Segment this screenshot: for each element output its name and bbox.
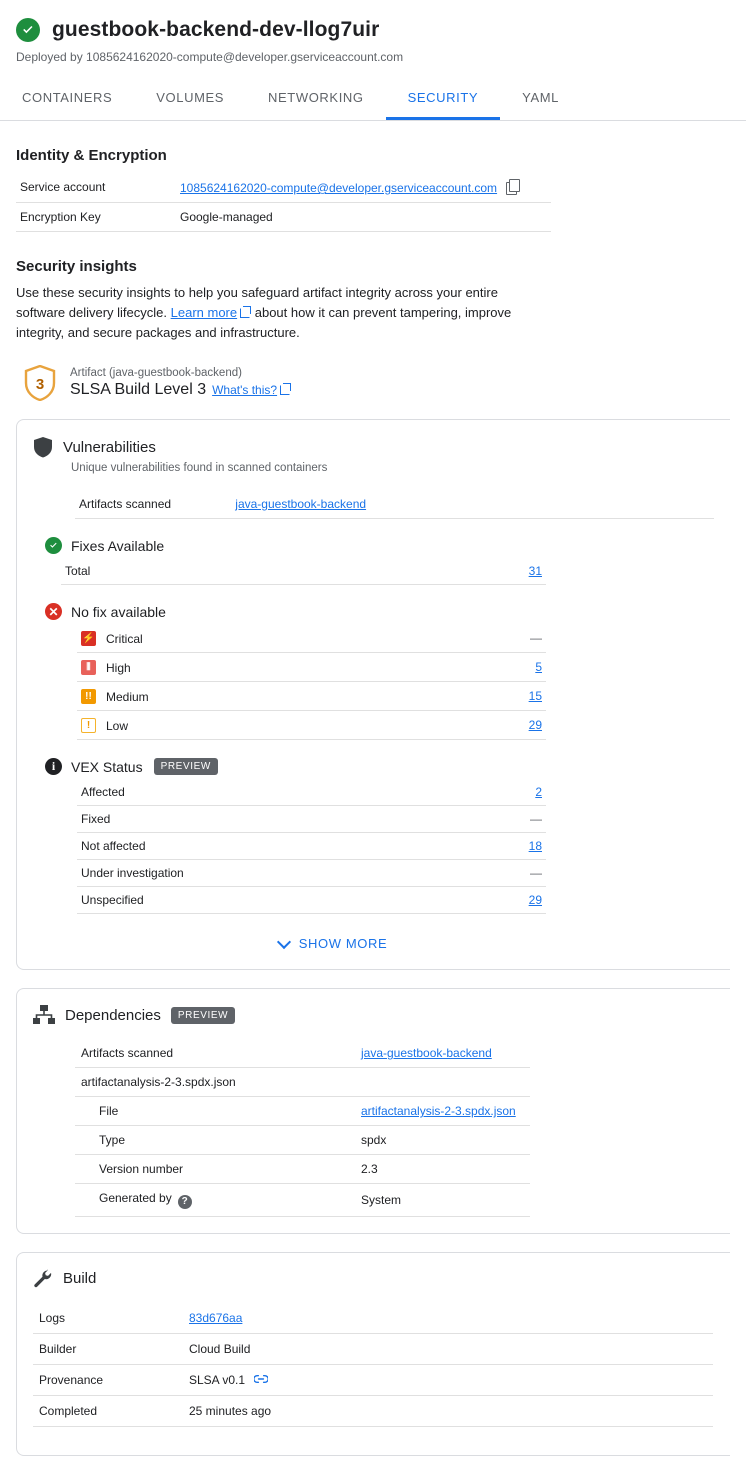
dep-file-link[interactable]: artifactanalysis-2-3.spdx.json [361,1104,516,1118]
help-icon[interactable]: ? [178,1195,192,1209]
vex-under-investigation-label: Under investigation [77,860,476,887]
vulnerabilities-card [16,419,730,970]
fixes-available-header [45,537,714,554]
vex-preview-badge: PREVIEW [154,758,218,775]
vex-status-label: VEX Status [71,758,143,775]
svg-text:3: 3 [35,376,45,393]
table-row [77,860,546,887]
build-provenance-label: Provenance [33,1364,183,1395]
severity-critical-icon: ⚡ [82,633,95,644]
table-row [33,1333,713,1364]
total-value[interactable] [476,558,546,585]
dependencies-table [75,1039,530,1217]
error-circle-icon: ✕ [45,603,62,620]
check-circle-icon [45,537,62,554]
page-header [0,0,746,64]
copy-icon[interactable] [506,179,520,195]
dep-type-value: spdx [355,1126,530,1155]
vex-unspecified-link[interactable]: 29 [528,893,542,907]
dep-file-value[interactable] [355,1097,530,1126]
build-provenance-value-cell [183,1364,713,1395]
identity-encryption-section [0,147,746,232]
no-fix-available-table [77,624,546,740]
artifacts-scanned-value-cell [231,490,714,519]
total-label: Total [61,558,476,585]
severity-low-count-link[interactable]: 29 [528,718,542,732]
insights-text-before: Use these security insights to help you safeguard artifact integrity across your entire software delivery lifecycle. [16,285,498,320]
table-row [77,624,546,653]
learn-more-link[interactable]: Learn more [170,305,238,320]
chevron-down-icon [277,935,291,949]
severity-medium-count-link[interactable]: 15 [528,689,542,703]
shield-icon [33,436,53,458]
insights-text-after: about how it can prevent tampering, improve integrity, and secure packages and infrastructure. [16,305,512,340]
encryption-key-value: Google-managed [176,203,551,232]
slsa-level-label: SLSA Build Level 3 [70,381,207,398]
security-insights-title: Security insights [16,258,137,275]
info-circle-icon: i [45,758,62,775]
table-row [77,833,546,860]
build-card [16,1252,730,1456]
dep-file-label: File [75,1097,355,1126]
build-provenance-value: SLSA v0.1 [189,1372,246,1387]
tab-containers[interactable]: CONTAINERS [22,90,113,105]
service-account-link[interactable]: 1085624162020-compute@developer.gserviceaccount.com [180,181,498,195]
build-completed-label: Completed [33,1395,183,1426]
artifacts-scanned-table [75,490,714,519]
tab-networking[interactable]: NETWORKING [268,90,364,105]
show-more-label: SHOW MORE [298,936,388,951]
no-fix-available-label: No fix available [71,603,166,620]
tab-volumes[interactable]: VOLUMES [156,90,225,105]
fixes-available-label: Fixes Available [71,537,165,554]
page-title: guestbook-backend-dev-llog7uir [52,18,380,41]
vex-unspecified-label: Unspecified [77,887,476,914]
dep-generated-by-label [75,1184,355,1217]
slsa-texts [70,367,291,399]
vulnerabilities-subtitle: Unique vulnerabilities found in scanned containers [71,462,328,474]
severity-low-value[interactable] [476,711,546,740]
fixes-available-table [61,558,546,585]
slsa-level-row [70,381,291,399]
deployed-by-subtitle: Deployed by 1085624162020-compute@developer.gserviceaccount.com [16,50,404,64]
table-row [75,1039,530,1068]
security-insights-section [0,258,746,401]
table-row [75,1184,530,1217]
dependencies-icon [33,1005,55,1025]
vex-fixed-value: — [476,806,546,833]
dependencies-title: Dependencies [65,1006,161,1024]
table-row [77,887,546,914]
table-row [77,682,546,711]
table-row [75,490,714,519]
severity-medium-value[interactable] [476,682,546,711]
severity-high-count-link[interactable]: 5 [535,660,542,674]
table-row [16,203,551,232]
vex-not-affected-label: Not affected [77,833,476,860]
total-count-link[interactable]: 31 [528,564,542,578]
table-row [16,172,551,203]
severity-medium-icon: !! [81,689,96,704]
severity-low-icon: ! [81,718,96,733]
slsa-badge-row [24,365,730,401]
table-row [75,1068,530,1097]
table-row [77,653,546,682]
build-logs-value[interactable] [183,1303,713,1334]
build-title: Build [63,1270,97,1287]
service-account-value-cell [176,172,551,203]
dep-artifacts-scanned-value[interactable] [355,1039,530,1068]
table-row [61,558,546,585]
slsa-shield-icon [24,365,56,401]
severity-medium-label: Medium [106,689,149,704]
tab-security[interactable]: SECURITY [386,78,501,120]
severity-critical-cell [77,624,476,653]
severity-low-cell [77,711,476,740]
service-account-label: Service account [16,172,176,203]
table-row [77,806,546,833]
vex-status-table [77,779,546,914]
table-row [77,779,546,806]
dep-version-label: Version number [75,1155,355,1184]
build-table [33,1303,713,1427]
vex-not-affected-value[interactable] [476,833,546,860]
vex-affected-link[interactable]: 2 [535,785,542,799]
vex-status-header [45,758,714,775]
whats-this-link[interactable]: What's this? [212,383,278,397]
title-row [16,18,730,42]
severity-high-label: High [106,660,131,675]
tab-yaml[interactable]: YAML [522,90,559,105]
wrench-icon [33,1269,53,1289]
vex-affected-value[interactable] [476,779,546,806]
dep-version-value: 2.3 [355,1155,530,1184]
dep-type-label: Type [75,1126,355,1155]
vulnerabilities-card-header [33,436,714,458]
table-row [33,1364,713,1395]
build-builder-label: Builder [33,1333,183,1364]
severity-critical-value: — [476,624,546,653]
vex-unspecified-value[interactable] [476,887,546,914]
severity-high-value[interactable] [476,653,546,682]
vex-fixed-label: Fixed [77,806,476,833]
chain-link-icon[interactable] [254,1373,268,1385]
severity-high-icon: ⦀ [81,660,96,675]
build-logs-label: Logs [33,1303,183,1334]
table-row [33,1395,713,1426]
vex-not-affected-link[interactable]: 18 [528,839,542,853]
dep-generated-by-text: Generated by [99,1191,172,1205]
table-row [75,1155,530,1184]
artifacts-scanned-label: Artifacts scanned [75,490,231,519]
dep-artifacts-scanned-link[interactable]: java-guestbook-backend [361,1046,492,1060]
vulnerabilities-title: Vulnerabilities [63,438,156,456]
build-builder-value: Cloud Build [183,1333,713,1364]
slsa-artifact-caption: Artifact (java-guestbook-backend) [70,367,242,379]
severity-critical-label: Critical [106,631,143,646]
identity-section-title: Identity & Encryption [16,147,167,164]
dependencies-preview-badge: PREVIEW [171,1007,235,1024]
encryption-key-label: Encryption Key [16,203,176,232]
dependencies-card-header [33,1005,714,1025]
build-completed-value: 25 minutes ago [183,1395,713,1426]
no-fix-available-header [45,603,714,620]
dependencies-card [16,988,730,1234]
vex-under-investigation-value: — [476,860,546,887]
table-row [77,711,546,740]
severity-low-label: Low [106,718,129,733]
show-more-button[interactable] [33,936,633,951]
identity-table [16,172,551,232]
severity-medium-cell [77,682,476,711]
artifacts-scanned-link[interactable]: java-guestbook-backend [235,497,367,511]
table-row [75,1097,530,1126]
dep-artifacts-scanned-label: Artifacts scanned [75,1039,355,1068]
dep-file-group-label: artifactanalysis-2-3.spdx.json [75,1068,530,1097]
dep-generated-by-value: System [355,1184,530,1217]
tab-bar [0,78,746,121]
severity-high-cell [77,653,476,682]
vex-affected-label: Affected [77,779,476,806]
external-link-icon [240,306,251,317]
security-insights-text [16,283,526,343]
build-logs-link[interactable]: 83d676aa [189,1310,243,1325]
check-circle-icon [16,18,40,42]
build-card-header [33,1269,714,1289]
external-link-icon [280,383,291,394]
table-row [33,1303,713,1334]
table-row [75,1126,530,1155]
